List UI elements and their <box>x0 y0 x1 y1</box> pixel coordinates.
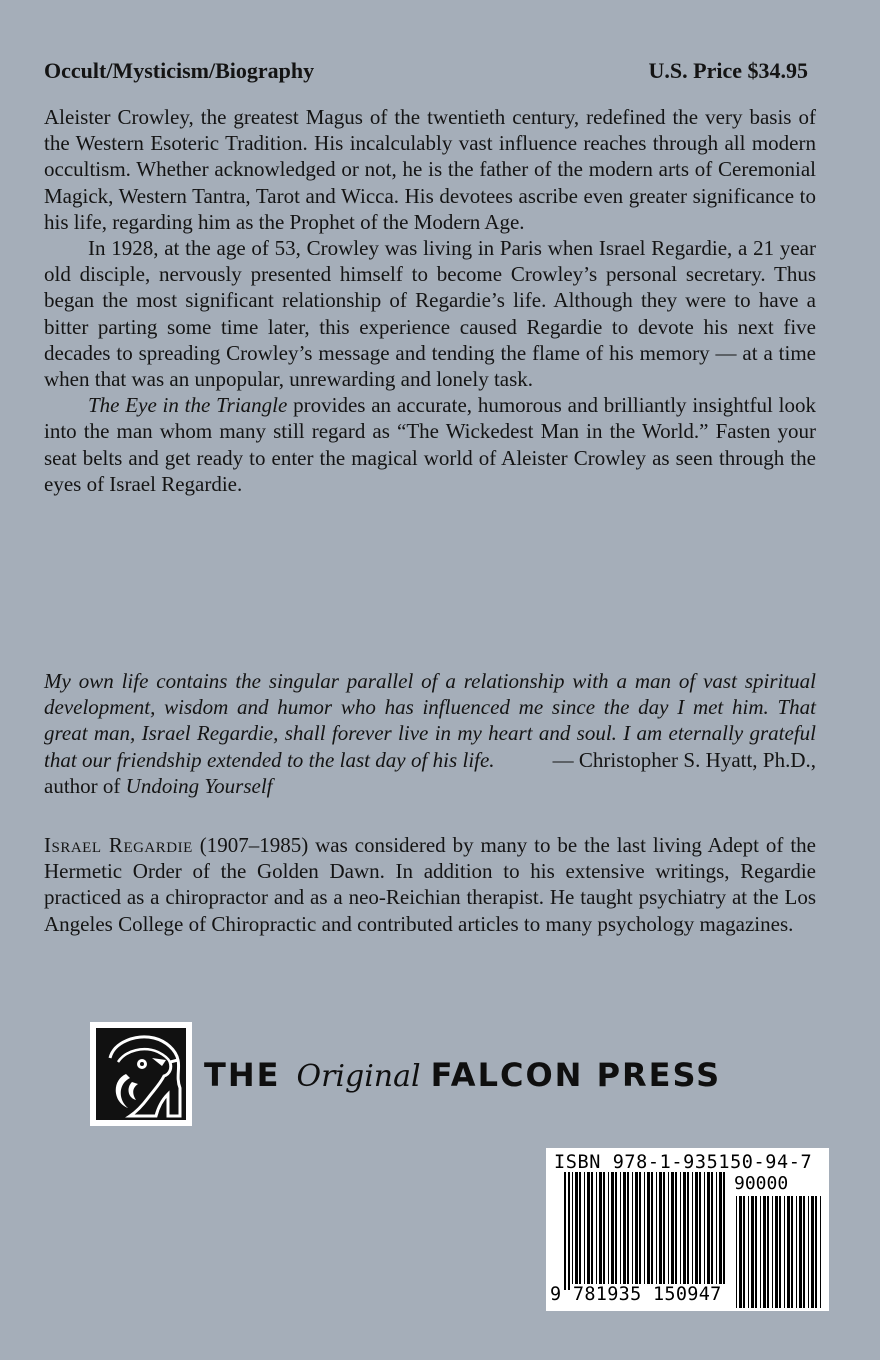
publisher-word-falcon-press: FALCON PRESS <box>430 1056 722 1094</box>
price-addon-code: 90000 <box>734 1173 789 1194</box>
price-label: U.S. Price $34.95 <box>648 58 808 83</box>
publisher-logo <box>90 1022 192 1126</box>
description-paragraph-3-text: provides an accurate, humorous and brilliantly insightful look into the man whom many still regard as “The Wickedest Man in the World.” Fasten your seat belts and get ready to enter the magical world of Aleister Crowley as seen through the eyes of Israel Regardie. <box>44 393 816 496</box>
isbn-label: ISBN 978-1-935150-94-7 <box>554 1152 813 1173</box>
description-paragraph-2: In 1928, at the age of 53, Crowley was living in Paris when Israel Regardie, a 21 year old disciple, nervously presented himself to become Crowley’s personal secretary. Thus began the most significant relationship of Regardie’s life. Although they were to have a bitter parting some time later, this experience caused Regardie to devote his next five decades to spreading Crowley’s message and tending the flame of his memory — at a time when that was an unpopular, unrewarding and lonely task. <box>44 236 816 392</box>
author-bio <box>44 832 816 937</box>
falcon-head-icon <box>96 1028 186 1120</box>
publisher-word-original: Original <box>296 1059 421 1094</box>
category-label: Occult/Mysticism/Biography <box>44 58 315 83</box>
book-title: The Eye in the Triangle <box>88 393 288 418</box>
publisher-word-the: THE <box>204 1056 281 1094</box>
endorsement-quote <box>44 668 816 799</box>
barcode-panel <box>546 1148 829 1311</box>
header <box>44 58 808 84</box>
quote-text: My own life contains the singular parallel of a relationship with a man of vast spiritual development, wisdom and humor who has influenced me since the day I met him. That great man, Israel Regardie, shall forever live in my heart and soul. I am eternally grateful that our friendship extended to the last day of his life. <box>44 669 816 772</box>
quote-author-book: Undoing Yourself <box>125 773 273 798</box>
author-name: Israel Regardie <box>44 833 193 857</box>
description-paragraph-3 <box>44 392 816 497</box>
description <box>44 104 816 497</box>
description-paragraph-1: Aleister Crowley, the greatest Magus of the twentieth century, redefined the very basis of the Western Esoteric Tradition. His incalculably vast influence reaches through all modern occultism. Whether acknowledged or not, he is the father of the modern arts of Ceremonial Magick, Western Tantra, Tarot and Wicca. His devotees ascribe even greater significance to his life, regarding him as the Prophet of the Modern Age. <box>44 105 816 234</box>
author-bio-text: (1907–1985) was considered by many to be the last living Adept of the Hermetic Order of the Golden Dawn. In addition to his extensive writings, Regardie practiced as a chiropractor and as a neo-Reichian therapist. He taught psychiatry at the Los Angeles College of Chiropractic and contributed articles to many psychology magazines. <box>44 833 816 936</box>
publisher-name <box>204 1056 721 1094</box>
barcode-digits: 9 781935 150947 <box>550 1284 722 1305</box>
quote-author: — Christopher S. Hyatt, Ph.D., author of <box>44 747 816 798</box>
